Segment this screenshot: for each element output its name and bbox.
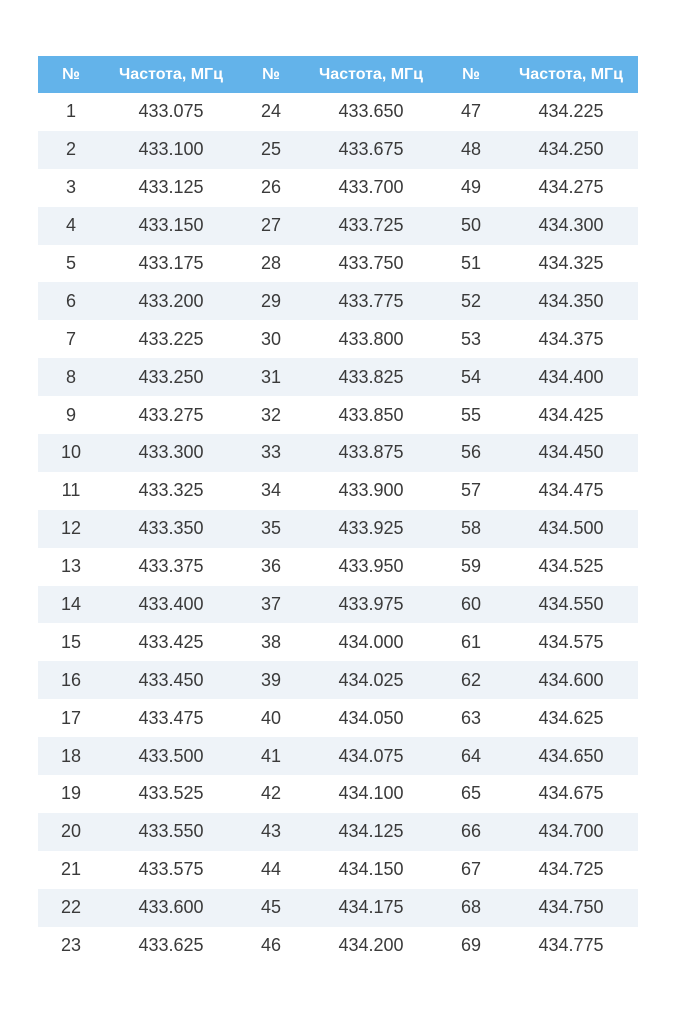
channel-number: 65 [460, 783, 482, 804]
channel-number: 9 [65, 404, 76, 425]
channel-number: 17 [60, 707, 82, 728]
frequency-value: 433.475 [138, 707, 204, 728]
channel-number: 49 [460, 177, 482, 198]
frequency-value: 434.525 [538, 556, 604, 577]
frequency-value: 434.500 [538, 518, 604, 539]
frequency-value: 434.350 [538, 290, 604, 311]
channel-number: 52 [460, 290, 482, 311]
channel-number: 38 [260, 631, 282, 652]
table-row [38, 245, 638, 283]
frequency-value: 433.150 [138, 215, 204, 236]
frequency-value: 433.075 [138, 101, 204, 122]
table-header [38, 56, 638, 93]
frequency-value: 433.550 [138, 821, 204, 842]
frequency-value: 433.125 [138, 177, 204, 198]
frequency-table [38, 56, 638, 964]
table-row [38, 813, 638, 851]
channel-number: 45 [260, 897, 282, 918]
column-header-number: № [62, 65, 80, 83]
channel-number: 22 [60, 897, 82, 918]
frequency-value: 433.775 [338, 290, 404, 311]
channel-number: 11 [61, 480, 81, 501]
frequency-value: 434.375 [538, 328, 604, 349]
frequency-value: 434.050 [338, 707, 404, 728]
column-header-frequency: Частота, МГц [519, 65, 623, 83]
channel-number: 33 [260, 442, 282, 463]
frequency-value: 433.450 [138, 669, 204, 690]
channel-number: 20 [60, 821, 82, 842]
frequency-value: 434.400 [538, 366, 604, 387]
table-row [38, 472, 638, 510]
frequency-value: 434.175 [338, 897, 404, 918]
frequency-value: 434.100 [338, 783, 404, 804]
table-row [38, 169, 638, 207]
frequency-value: 434.200 [338, 935, 404, 956]
frequency-value: 434.625 [538, 707, 604, 728]
channel-number: 21 [60, 859, 82, 880]
frequency-value: 433.525 [138, 783, 204, 804]
table-row [38, 282, 638, 320]
frequency-value: 433.300 [138, 442, 204, 463]
frequency-value: 434.150 [338, 859, 404, 880]
frequency-value: 434.225 [538, 101, 604, 122]
channel-number: 61 [460, 631, 482, 652]
channel-number: 4 [65, 215, 76, 236]
channel-number: 56 [460, 442, 482, 463]
frequency-value: 434.750 [538, 897, 604, 918]
channel-number: 3 [65, 177, 76, 198]
column-header-frequency: Частота, МГц [319, 65, 423, 83]
frequency-value: 433.200 [138, 290, 204, 311]
frequency-value: 434.450 [538, 442, 604, 463]
channel-number: 69 [460, 935, 482, 956]
channel-number: 60 [460, 594, 482, 615]
frequency-value: 434.125 [338, 821, 404, 842]
channel-number: 23 [60, 935, 82, 956]
table-row [38, 358, 638, 396]
channel-number: 27 [260, 215, 282, 236]
frequency-value: 434.700 [538, 821, 604, 842]
channel-number: 29 [260, 290, 282, 311]
table-row [38, 661, 638, 699]
channel-number: 51 [460, 253, 482, 273]
frequency-value: 433.425 [138, 631, 204, 652]
frequency-value: 433.750 [338, 253, 404, 273]
table-row [38, 207, 638, 245]
frequency-value: 433.250 [138, 366, 204, 387]
table-row [38, 396, 638, 434]
table-body [38, 93, 638, 964]
channel-number: 44 [260, 859, 282, 880]
frequency-value: 433.500 [138, 745, 204, 766]
channel-number: 7 [65, 328, 76, 349]
table-row [38, 889, 638, 927]
frequency-value: 433.975 [338, 594, 404, 615]
channel-number: 2 [65, 139, 76, 160]
column-header-number: № [262, 65, 280, 83]
frequency-value: 433.175 [138, 253, 204, 273]
channel-number: 14 [60, 594, 82, 615]
frequency-value: 434.725 [538, 859, 604, 880]
table-row [38, 510, 638, 548]
channel-number: 32 [260, 404, 282, 425]
frequency-value: 433.275 [138, 404, 204, 425]
channel-number: 12 [60, 518, 82, 539]
table-row [38, 434, 638, 472]
table-row [38, 851, 638, 889]
channel-number: 10 [60, 442, 82, 463]
table-row [38, 93, 638, 131]
frequency-value: 433.900 [338, 480, 404, 501]
channel-number: 40 [260, 707, 282, 728]
channel-number: 13 [60, 556, 82, 577]
channel-number: 66 [460, 821, 482, 842]
frequency-value: 433.625 [138, 935, 204, 956]
frequency-value: 434.575 [538, 631, 604, 652]
channel-number: 24 [260, 101, 282, 122]
channel-number: 28 [260, 253, 282, 273]
frequency-value: 434.550 [538, 594, 604, 615]
frequency-value: 433.675 [338, 139, 404, 160]
channel-number: 48 [460, 139, 482, 160]
table-row [38, 699, 638, 737]
frequency-value: 433.350 [138, 518, 204, 539]
channel-number: 41 [260, 745, 282, 766]
frequency-value: 433.825 [338, 366, 404, 387]
channel-number: 42 [260, 783, 282, 804]
channel-number: 6 [65, 290, 76, 311]
frequency-value: 434.325 [538, 253, 604, 273]
channel-number: 57 [460, 480, 482, 501]
table-row [38, 548, 638, 586]
frequency-value: 433.725 [338, 215, 404, 236]
frequency-value: 433.375 [138, 556, 204, 577]
channel-number: 54 [460, 366, 482, 387]
channel-number: 19 [60, 783, 82, 804]
frequency-value: 433.850 [338, 404, 404, 425]
channel-number: 46 [260, 935, 282, 956]
channel-number: 31 [260, 366, 282, 387]
frequency-value: 433.700 [338, 177, 404, 198]
table-row [38, 623, 638, 661]
table-row [38, 927, 638, 965]
channel-number: 1 [65, 101, 76, 122]
frequency-value: 433.100 [138, 139, 204, 160]
column-header-number: № [462, 65, 480, 83]
channel-number: 8 [65, 366, 76, 387]
channel-number: 43 [260, 821, 282, 842]
channel-number: 36 [260, 556, 282, 577]
frequency-value: 434.025 [338, 669, 404, 690]
frequency-value: 434.650 [538, 745, 604, 766]
channel-number: 30 [260, 328, 282, 349]
channel-number: 59 [460, 556, 482, 577]
channel-number: 68 [460, 897, 482, 918]
channel-number: 63 [460, 707, 482, 728]
channel-number: 58 [460, 518, 482, 539]
frequency-value: 433.950 [338, 556, 404, 577]
channel-number: 50 [460, 215, 482, 236]
frequency-value: 433.925 [338, 518, 404, 539]
channel-number: 5 [65, 253, 76, 273]
channel-number: 34 [260, 480, 282, 501]
frequency-value: 433.650 [338, 101, 404, 122]
frequency-value: 433.225 [138, 328, 204, 349]
channel-number: 47 [460, 101, 482, 122]
channel-number: 26 [260, 177, 282, 198]
frequency-value: 434.600 [538, 669, 604, 690]
table-row [38, 586, 638, 624]
frequency-value: 433.600 [138, 897, 204, 918]
frequency-value: 433.800 [338, 328, 404, 349]
table-row [38, 131, 638, 169]
frequency-value: 434.300 [538, 215, 604, 236]
channel-number: 37 [260, 594, 282, 615]
header-row [38, 56, 638, 93]
frequency-value: 434.000 [338, 631, 404, 652]
channel-number: 53 [460, 328, 482, 349]
channel-number: 25 [260, 139, 282, 160]
channel-number: 62 [460, 669, 482, 690]
frequency-value: 434.075 [338, 745, 404, 766]
frequency-value: 434.775 [538, 935, 604, 956]
frequency-value: 434.675 [538, 783, 604, 804]
channel-number: 55 [460, 404, 482, 425]
table-row [38, 775, 638, 813]
frequency-value: 433.875 [338, 442, 404, 463]
frequency-value: 433.325 [138, 480, 204, 501]
frequency-value: 433.400 [138, 594, 204, 615]
channel-number: 35 [260, 518, 282, 539]
frequency-value: 434.275 [538, 177, 604, 198]
frequency-value: 434.425 [538, 404, 604, 425]
frequency-value: 434.250 [538, 139, 604, 160]
channel-number: 67 [460, 859, 482, 880]
column-header-frequency: Частота, МГц [119, 65, 223, 83]
channel-number: 39 [260, 669, 282, 690]
channel-number: 16 [60, 669, 82, 690]
frequency-value: 433.575 [138, 859, 204, 880]
table-row [38, 737, 638, 775]
channel-number: 64 [460, 745, 482, 766]
table-row [38, 320, 638, 358]
frequency-value: 434.475 [538, 480, 604, 501]
channel-number: 18 [60, 745, 82, 766]
channel-number: 15 [60, 631, 82, 652]
